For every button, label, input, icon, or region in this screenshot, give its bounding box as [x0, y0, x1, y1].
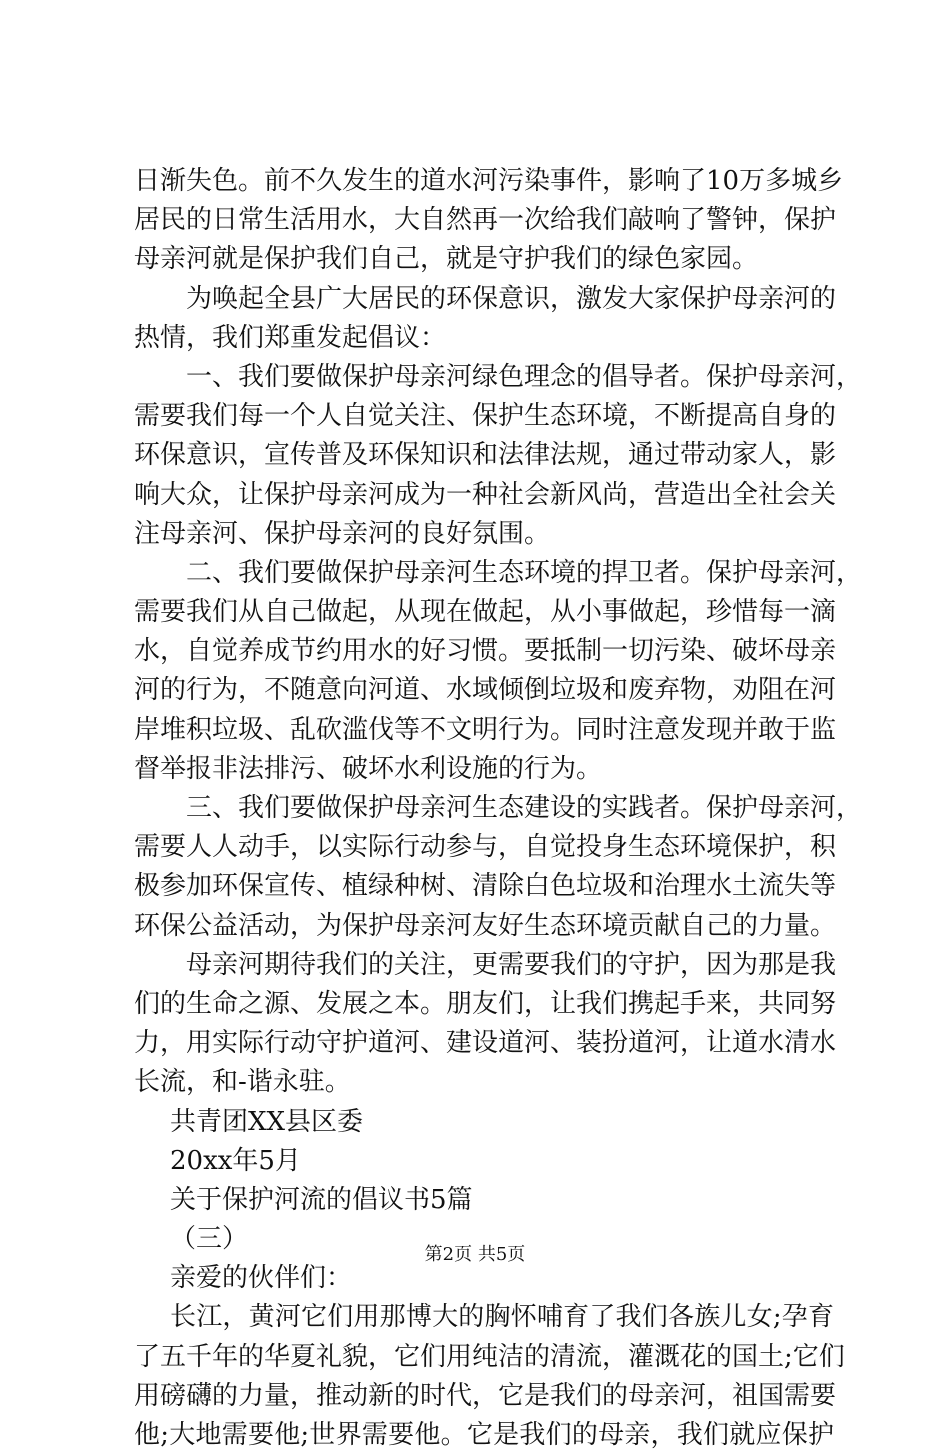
text-line: 用磅礴的力量，推动新的时代，它是我们的母亲河，祖国需要 — [134, 1380, 837, 1411]
text-line: 响大众，让保护母亲河成为一种社会新风尚，营造出全社会关 — [134, 479, 837, 510]
text-line: 注母亲河、保护母亲河的良好氛围。 — [134, 518, 551, 549]
text-line: 岸堆积垃圾、乱砍滥伐等不文明行为。同时注意发现并敢于监 — [134, 714, 837, 745]
text-line: 需要人人动手，以实际行动参与，自觉投身生态环境保护，积 — [134, 832, 837, 863]
text-line: 他;大地需要他;世界需要他。它是我们的母亲，我们就应保护 — [134, 1420, 834, 1450]
signature-organization: 共青团XX县区委 — [170, 1106, 364, 1137]
text-line: 日渐失色。前不久发生的道水河污染事件，影响了10万多城乡 — [134, 166, 844, 196]
text-line: 水，自觉养成节约用水的好习惯。要抵制一切污染、破坏母亲 — [134, 636, 837, 667]
text-line: 河的行为，不随意向河道、水域倾倒垃圾和废弃物，劝阻在河 — [134, 675, 837, 706]
text-line: 三、我们要做保护母亲河生态建设的实践者。保护母亲河， — [186, 793, 863, 823]
text-line: 极参加环保宣传、植绿种树、清除白色垃圾和治理水土流失等 — [134, 871, 837, 902]
text-line: 二、我们要做保护母亲河生态环境的捍卫者。保护母亲河， — [186, 557, 863, 588]
text-line: 长江，黄河它们用那博大的胸怀哺育了我们各族儿女;孕育 — [170, 1302, 834, 1333]
text-line: 母亲河就是保护我们自己，就是守护我们的绿色家园。 — [134, 244, 759, 275]
text-line: 们的生命之源、发展之本。朋友们，让我们携起手来，共同努 — [134, 988, 837, 1019]
text-line: 督举报非法排污、破坏水利设施的行为。 — [134, 753, 603, 784]
text-line: 了五千年的华夏礼貌，它们用纯洁的清流，灌溉花的国土;它们 — [134, 1341, 845, 1372]
text-line: 环保公益活动，为保护母亲河友好生态环境贡献自己的力量。 — [134, 910, 837, 941]
section-title: 关于保护河流的倡议书5篇 — [170, 1184, 473, 1215]
text-line: 长流，和-谐永驻。 — [134, 1067, 351, 1098]
text-line: 为唤起全县广大居民的环保意识，激发大家保护母亲河的 — [186, 283, 837, 314]
text-line: 热情，我们郑重发起倡议： — [134, 322, 447, 353]
text-line: 需要我们从自己做起，从现在做起，从小事做起，珍惜每一滴 — [134, 597, 837, 628]
page-footer — [0, 1243, 950, 1267]
section-number: （三） — [170, 1224, 249, 1255]
text-line: 力，用实际行动守护道河、建设道河、装扮道河，让道水清水 — [134, 1028, 837, 1059]
signature-date: 20xx年5月 — [170, 1145, 301, 1176]
page-number: 第2页 共5页 — [424, 1244, 526, 1265]
salutation: 亲爱的伙伴们： — [170, 1263, 353, 1294]
text-line: 母亲河期待我们的关注，更需要我们的守护，因为那是我 — [186, 949, 837, 980]
text-line: 需要我们每一个人自觉关注、保护生态环境，不断提高自身的 — [134, 401, 837, 432]
text-line: 一、我们要做保护母亲河绿色理念的倡导者。保护母亲河， — [186, 361, 863, 392]
text-line: 居民的日常生活用水，大自然再一次给我们敲响了警钟，保护 — [134, 205, 837, 236]
text-line: 环保意识，宣传普及环保知识和法律法规，通过带动家人，影 — [134, 440, 837, 471]
